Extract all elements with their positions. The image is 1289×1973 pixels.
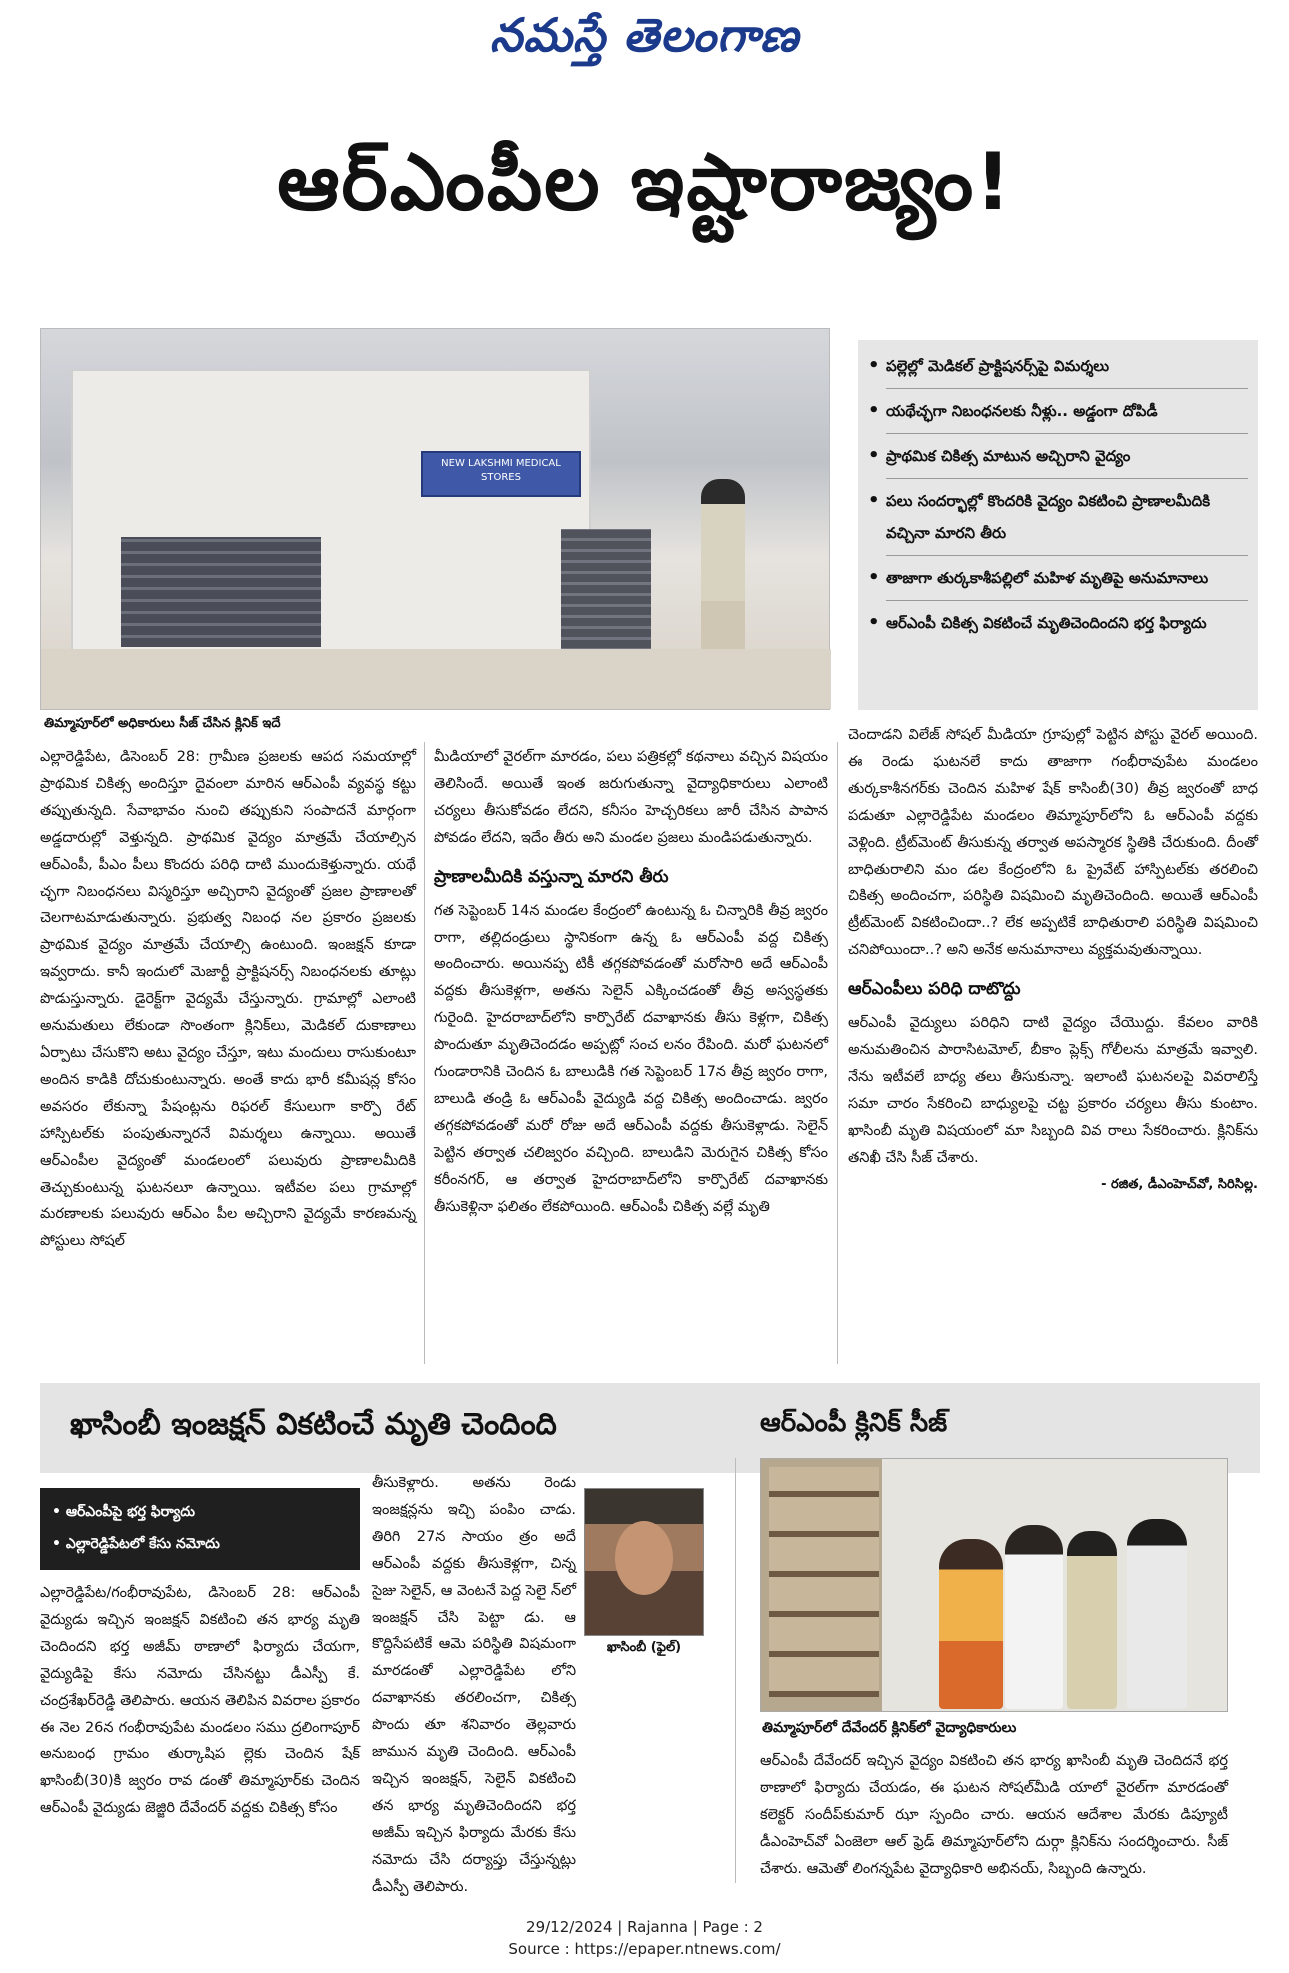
article-body-text: ఆర్‌ఎంపీ వైద్యులు పరిధిని దాటి వైద్యం చేయొద్దు. కేవలం వారికి అనుమతించిన పారాసిటమోల్‌, బీకాం ప్లెక్స్‌ గోలీలను మాత్రమే ఇవ్వాలి. నేను ఇటీవలే బాధ్య తలు తీసుకున్నా. ఇలాంటి ఘటనలపై వివరాలిస్తే సమా చారం సేకరించి బాధ్యులపై చట్ట ప్రకారం చర్యలు తీసు కుంటాం. ఖాసింబీ మృతి విషయంలో మా సిబ్బంది వివ రాలు సేకరించారు. క్లినిక్‌ను తనిఖీ చేసి సీజ్‌ చేశారు. bbox=[848, 1015, 1258, 1166]
article-body-text: ఎల్లారెడ్డిపేట/గంభీరావుపేట, డిసెంబర్‌ 28: ఆర్‌ఎంపీ వైద్యుడు ఇచ్చిన ఇంజక్షన్‌ వికటించి తన భార్య మృతి చెందిందని భర్త అజీమ్‌ ఠాణాలో ఫిర్యాదు చేయగా, వైద్యుడిపై కేసు నమోదు చేసినట్టు డీఎస్పీ కే. చంద్రశేఖర్‌రెడ్డి తెలిపారు. ఆయన తెలిపిన వివరాల ప్రకారం ఈ నెల 26న గంభీరావుపేట మండలం సము ద్రలింగాపూర్‌ అనుబంధ గ్రామం తుర్కాషిప ల్లెకు చెందిన షేక్‌ ఖాసింబీ(30)కి జ్వరం రావ డంతో తిమ్మాపూర్‌కు చెందిన ఆర్‌ఎంపీ వైద్యుడు జెజ్జిరి దేవేందర్‌ వద్దకు చికిత్స కోసం bbox=[40, 1585, 360, 1817]
highlight-text: ప్రాథమిక చికిత్స మాటున అచ్చిరాని వైద్యం bbox=[886, 447, 1131, 465]
newspaper-title: నమస్తే తెలంగాణ bbox=[489, 8, 800, 62]
article3-headline: ఆర్‌ఎంపీ క్లినిక్‌ సీజ్‌ bbox=[760, 1408, 948, 1438]
masthead bbox=[0, 0, 1289, 80]
bullet-icon: • bbox=[868, 445, 880, 466]
bullet-icon: • bbox=[52, 1504, 66, 1520]
article2-bullets-box bbox=[40, 1488, 360, 1570]
column-rule bbox=[424, 742, 425, 1364]
bullet-icon: • bbox=[52, 1536, 66, 1552]
article-body-text: గత సెప్టెంబర్‌ 14న మండల కేంద్రంలో ఉంటున్న ఓ చిన్నారికి తీవ్ర జ్వరం రాగా, తల్లిదండ్రులు స్థానికంగా ఉన్న ఓ ఆర్‌ఎంపీ వద్ద చికిత్స అందించారు. అయినప్ప టికీ తగ్గకపోవడంతో మరోసారి అదే ఆర్‌ఎంపీ వద్దకు తీసుకెళ్లగా, అతను సెలైన్‌ ఎక్కించడంతో తీవ్ర అస్వస్థతకు గురైంది. హైదరాబాద్‌లోని కార్పొరేట్‌ దవాఖానకు తీసు కెళ్లగా, చికిత్స పొందుతూ మృతిచెందడం అప్పట్లో సంచ లనం రేపింది. మరో ఘటనలో గుండారానికి చెందిన ఓ బాలుడికి గత సెప్టెంబర్‌ 17న తీవ్ర జ్వరం రాగా, బాలుడి తండ్రి ఓ ఆర్‌ఎంపీ వైద్యుడి వద్ద చికిత్స అందించాడు. జ్వరం తగ్గకపోవడంతో మరో రోజు అదే ఆర్‌ఎంపీ వద్దకు తీసుకెళ్లాడు. సెలైన్‌ పెట్టిన తర్వాత చలిజ్వరం వచ్చింది. బాలుడిని మెరుగైన చికిత్స కోసం కరీంనగర్‌, ఆ తర్వాత హైదరాబాద్‌లోని కార్పొరేట్‌ దవాఖానకు తీసుకెళ్లినా ఫలితం లేకపోయింది. ఆర్‌ఎంపీ చికిత్స వల్లే మృతి bbox=[434, 902, 828, 1215]
bullet-text: ఆర్‌ఎంపీపై భర్త ఫిర్యాదు bbox=[65, 1504, 196, 1520]
article2-bullet bbox=[52, 1528, 348, 1560]
medicine-shelf bbox=[769, 1467, 879, 1697]
bullet-icon: • bbox=[868, 612, 880, 633]
article-body-text: తీసుకెళ్లారు. అతను రెండు ఇంజక్షన్లను ఇచ్చి పంపిం చాడు. తిరిగి 27న సాయం త్రం అదే ఆర్‌ఎంపీ వద్దకు తీసుకెళ్లగా, చిన్న సైజు సెలైన్‌, ఆ వెంటనే పెద్ద సెలై న్‌లో ఇంజక్షన్‌ చేసి పెట్టా డు. ఆ కొద్దిసేపటికే ఆమె పరిస్థితి విషమంగా మారడంతో ఎల్లారెడ్డిపేట లోని దవాఖానకు తరలించగా, చికిత్స పొందు తూ శనివారం తెల్లవారు జామున మృతి చెందింది. ఆర్‌ఎంపీ ఇచ్చిన ఇంజక్షన్‌, సెలైన్‌ వికటించి తన భార్య మృతిచెందిందని భర్త అజీమ్‌ ఇచ్చిన ఫిర్యాదు మేరకు కేసు నమోదు చేసి దర్యాప్తు చేస్తున్నట్లు డీఎస్పీ తెలిపారు. bbox=[372, 1475, 576, 1895]
footer-source: Source : https://epaper.ntnews.com/ bbox=[508, 1940, 781, 1958]
main-photo bbox=[40, 328, 830, 710]
clinic-door bbox=[561, 529, 651, 659]
bullet-icon: • bbox=[868, 567, 880, 588]
highlight-text: తాజాగా తుర్కకాశీపల్లిలో మహిళ మృతిపై అనుమానాలు bbox=[886, 569, 1209, 587]
bullet-icon: • bbox=[868, 490, 880, 511]
highlight-text: యథేచ్ఛగా నిబంధనలకు నీళ్లు.. అడ్డంగా దోపిడీ bbox=[886, 402, 1158, 420]
divider bbox=[886, 555, 1248, 556]
footer bbox=[0, 1916, 1289, 1960]
khasimbi-photo-caption: ఖాసింబీ (ఫైల్‌) bbox=[606, 1640, 682, 1655]
highlight-item bbox=[868, 350, 1248, 382]
highlight-item bbox=[868, 395, 1248, 427]
ground bbox=[41, 649, 831, 709]
article-body-text: మీడియాలో వైరల్‌గా మారడం, పలు పత్రికల్లో కథనాలు వచ్చిన విషయం తెలిసిందే. అయితే ఇంత జరుగుతున్నా వైద్యాధికారులు ఎలాంటి చర్యలు తీసుకోవడం లేదని, కనీసం హెచ్చరికలు జారీ చేసిన పాపాన పోవడం లేదని, ఇదేం తీరు అని మండల ప్రజలు మండిపడుతున్నారు. bbox=[434, 749, 828, 846]
footer-date-edition: 29/12/2024 | Rajanna | Page : 2 bbox=[526, 1918, 763, 1936]
divider bbox=[886, 388, 1248, 389]
article2-bullet bbox=[52, 1496, 348, 1528]
column-rule bbox=[735, 1458, 736, 1883]
article-column-2 bbox=[434, 744, 828, 1366]
article-body-text: చెందాడని విలేజ్‌ సోషల్‌ మీడియా గ్రూపుల్లో పెట్టిన పోస్టు వైరల్‌ అయింది. ఈ రెండు ఘటనలే కాదు తాజాగా గంభీరావుపేట మండలం తుర్కకాశీనగర్‌కు చెందిన మహిళ షేక్‌ కాసింబీ(30) తీవ్ర జ్వరంతో బాధ పడుతూ ఎల్లారెడ్డిపేట మండలం తిమ్మాపూర్‌లోని ఓ ఆర్‌ఎంపీ వద్దకు వెళ్లింది. ట్రీట్‌మెంట్‌ తీసుకున్న తర్వాత అపస్మారక స్థితికి చేరుకుంది. దీంతో బాధితురాలిని మం డల కేంద్రంలోని ఓ ప్రైవేట్‌ హాస్పిటల్‌కు తరలించి చికిత్స అందించగా, పరిస్థితి విషమించి మృతిచెందింది. అయితే ఆర్‌ఎంపీ ట్రీట్‌మెంట్‌ వికటించిందా..? లేక అప్పటికే బాధితురాలి పరిస్థితి విషమించి చనిపోయిందా..? అని అనేక అనుమానాలు వ్యక్తమవుతున్నాయి. bbox=[848, 727, 1258, 959]
face bbox=[615, 1521, 673, 1595]
bullet-icon: • bbox=[868, 355, 880, 376]
article-column-3 bbox=[848, 722, 1258, 1366]
article-body-text: ఆర్‌ఎంపీ దేవేందర్‌ ఇచ్చిన వైద్యం వికటించి తన భార్య ఖాసింబీ మృతి చెందిదనే భర్త ఠాణాలో ఫిర్యాదు చేయడం, ఈ ఘటన సోషల్‌మీడి యాలో వైరల్‌గా మారడంతో కలెక్టర్‌ సందీప్‌కుమార్‌ ఝా స్పందిం చారు. ఆయన ఆదేశాల మేరకు డిప్యూటీ డీఎంహెచ్‌వో ఏంజెలా ఆల్‌ ఫ్రెడ్‌ తిమ్మాపూర్‌లోని దుర్గా క్లినిక్‌ను సందర్శించారు. సీజ్‌ చేశారు. ఆమెతో లింగన్నపేట వైద్యాధికారి అభినయ్‌, సిబ్బంది ఉన్నారు. bbox=[760, 1753, 1228, 1877]
article3-body bbox=[760, 1748, 1228, 1882]
highlight-item bbox=[868, 607, 1248, 639]
divider bbox=[886, 478, 1248, 479]
highlight-item bbox=[868, 485, 1248, 549]
person-figure bbox=[1067, 1531, 1117, 1709]
signboard-text: NEW LAKSHMI MEDICAL STORES bbox=[441, 458, 561, 483]
divider bbox=[886, 600, 1248, 601]
article2-column-1 bbox=[40, 1580, 360, 1882]
khasimbi-photo bbox=[584, 1488, 704, 1636]
subheading-rmps-limit: ఆర్‌ఎంపీలు పరిధి దాటొద్దు bbox=[848, 979, 1021, 1000]
article-body-text: ఎల్లారెడ్డిపేట, డిసెంబర్‌ 28: గ్రామీణ ప్రజలకు ఆపద సమయాల్లో ప్రాథమిక చికిత్స అందిస్తూ దైవంలా మారిన ఆర్‌ఎంపీ వ్యవస్థ కట్టు తప్పుతున్నది. సేవాభావం నుంచి తప్పుకుని సంపాదనే మార్గంగా అడ్డదారుల్లో వెళ్తున్నది. ప్రాథమిక వైద్యం మాత్రమే చేయాల్సిన ఆర్‌ఎంపీ, పీఎం పీలు కొందరు పరిధి దాటి ముందుకెళ్తున్నారు. యథే చ్ఛగా నిబంధనలు విస్మరిస్తూ అచ్చిరాని వైద్యంతో ప్రజల ప్రాణాలతో చెలగాటమాడుతున్నారు. ప్రభుత్వ నిబంధ నల ప్రకారం ప్రజలకు ప్రాథమిక వైద్యం మాత్రమే చేయాల్సి ఉంటుంది. ఇంజక్షన్‌ కూడా ఇవ్వరాదు. కానీ ఇందులో మెజార్టీ ప్రాక్టిషనర్స్‌ నిబంధనలకు తూట్లు పొడుస్తున్నారు. డైరెక్ట్‌గా వైద్యమే చేస్తున్నారు. గ్రామాల్లో ఎలాంటి అనుమతులు లేకుండా సొంతంగా క్లినిక్‌లు, మెడికల్‌ దుకాణాలు ఏర్పాటు చేసుకొని అటు వైద్యం చేస్తూ, ఇటు మందులు రాసుకుంటూ అందిన కాడికి దోచుకుంటున్నారు. అంతే కాదు భారీ కమీషన్ల కోసం అవసరం లేకున్నా పేషంట్లను రిఫరల్‌ కేసులుగా కార్పొ రేట్‌ హాస్పిటల్‌కు పంపుతున్నారనే విమర్శలు ఉన్నాయి. అయితే ఆర్‌ఎంపీల వైద్యంతో మండలంలో పలువురు ప్రాణాలమీదికి తెచ్చుకుంటున్న ఘటనలూ ఉన్నాయి. ఇటీవల పలు గ్రామాల్లో మరణాలకు పలువురు ఆర్‌ఎం పీల అచ్చిరాని వైద్యమే కారణమన్న పోస్టులు సోషల్‌ bbox=[40, 749, 416, 1250]
highlights-box bbox=[858, 340, 1258, 710]
clinic-inspection-photo bbox=[760, 1458, 1228, 1712]
main-headline: ఆర్‌ఎంపీల ఇష్టారాజ్యం! bbox=[277, 138, 1013, 228]
highlight-item bbox=[868, 440, 1248, 472]
bullet-icon: • bbox=[868, 400, 880, 421]
person-figure bbox=[1127, 1519, 1187, 1709]
person-figure bbox=[939, 1539, 1003, 1709]
author-signature: - రజిత, డీఎంహెచ్‌వో, సిరిసిల్ల. bbox=[1101, 1176, 1258, 1192]
bullet-text: ఎల్లారెడ్డిపేటలో కేసు నమోదు bbox=[65, 1536, 220, 1552]
highlight-text: ఆర్‌ఎంపీ చికిత్స వికటించే మృతిచెందిందని భర్త ఫిర్యాదు bbox=[886, 614, 1207, 632]
highlight-text: పలు సందర్భాల్లో కొందరికి వైద్యం వికటించి ప్రాణాలమీదికి వచ్చినా మారని తీరు bbox=[886, 492, 1211, 542]
person-figure bbox=[1005, 1525, 1063, 1709]
highlight-text: పల్లెల్లో మెడికల్‌ ప్రాక్టిషనర్స్‌పై విమర్శలు bbox=[886, 357, 1110, 375]
article2-column-2 bbox=[372, 1470, 576, 1895]
article-column-1 bbox=[40, 744, 416, 1366]
clinic-photo-caption: తిమ్మాపూర్‌లో దేవేందర్‌ క్లినిక్‌లో వైద్యాధికారులు bbox=[762, 1720, 1017, 1736]
clinic-signboard bbox=[421, 451, 581, 497]
column-rule bbox=[837, 742, 838, 1364]
main-photo-caption: తిమ్మాపూర్‌లో అధికారులు సీజ్‌ చేసిన క్లినిక్‌ ఇదే bbox=[44, 716, 281, 731]
clinic-gate bbox=[121, 537, 321, 647]
highlight-item bbox=[868, 562, 1248, 594]
divider bbox=[886, 433, 1248, 434]
article2-headline: ఖాసింబీ ఇంజక్షన్‌ వికటించే మృతి చెందింది bbox=[70, 1407, 557, 1442]
subheading-lives-at-risk: ప్రాణాలమీదికి వస్తున్నా మారని తీరు bbox=[434, 866, 669, 887]
